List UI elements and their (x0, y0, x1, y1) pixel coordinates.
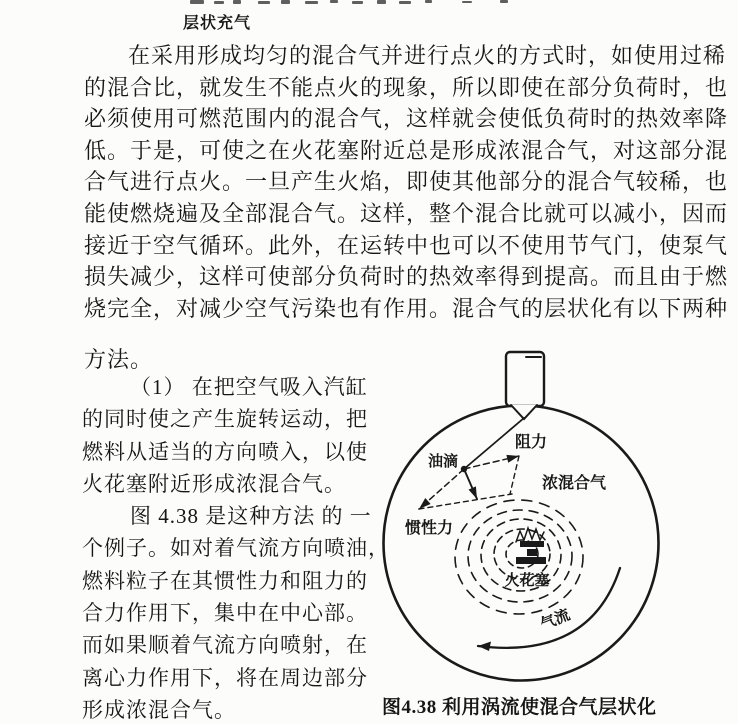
scan-artifact (214, 1, 224, 4)
text-line: 接近于空气循环。此外，在运转中也可以不使用节气门，使泵气 (84, 232, 729, 258)
rich-mixture-label: 浓混合气 (541, 475, 607, 492)
spark-plug-icon (516, 541, 546, 564)
inertia-force-label: 惯性力 (404, 520, 454, 537)
scan-artifact (377, 0, 386, 4)
text-line: 火花塞附近形成浓混合气。 (82, 471, 346, 496)
text-line: 个例子。如对着气流方向喷油， (82, 536, 390, 561)
scan-artifact (399, 1, 411, 4)
text-line: 合力作用下，集中在中心部。 (82, 601, 368, 626)
scan-artifact (462, 1, 472, 3)
airflow-arrowhead (478, 642, 491, 652)
scan-artifact (233, 0, 241, 4)
text-line: 在采用形成均匀的混合气并进行点火的方式时，如使用过稀 (128, 43, 727, 68)
left-text-column (82, 371, 390, 724)
text-line: 能使燃烧遍及全部混合气。这样，整个混合比就可以减小，因而 (84, 200, 729, 226)
scan-artifact (258, 1, 270, 4)
paragraph-last-line: 方法。 (84, 347, 154, 372)
text-line: 燃料粒子在其惯性力和阻力的 (82, 568, 368, 593)
text-line: 形成浓混合气。 (82, 697, 236, 722)
text-line: 损失减少，这样可使部分负荷时的热效率得到提高。而且由于燃 (84, 264, 729, 290)
injector-nozzle-icon (511, 405, 537, 419)
drag-force-label: 阻力 (514, 434, 548, 451)
drag-force-arrowhead (506, 455, 519, 463)
resultant-force-arrowhead (469, 486, 478, 499)
text-line: 而如果顺着气流方向喷射，在 (82, 633, 368, 658)
text-line: 烧完全，对减少空气污染也有作用。混合气的层状化有以下两种 (84, 295, 729, 321)
main-paragraph (84, 40, 736, 324)
text-line: （1） 在把空气吸入汽缸 (130, 375, 368, 399)
text-line: 的混合比，就发生不能点火的现象，所以即使在部分负荷时，也 (84, 74, 729, 100)
text-line: 必须使用可燃范围内的混合气，这样就会使低负荷时的热效率降 (84, 106, 729, 132)
parallelogram-side-right (510, 456, 519, 494)
scan-artifact (190, 0, 204, 4)
scan-artifact (500, 0, 508, 3)
scan-artifact (330, 0, 338, 3)
spark-plug-label: 火花塞 (504, 573, 550, 589)
scan-artifact (352, 1, 363, 4)
scan-artifact (425, 0, 432, 3)
text-line: 低。于是，可使之在火花塞附近总是形成浓混合气，对这部分混 (84, 137, 729, 163)
section-title: 层状充气 (183, 15, 252, 32)
scan-artifact (281, 0, 290, 4)
scan-artifact (305, 1, 318, 4)
text-line: 合气进行点火。一旦产生火焰，即使其他部分的混合气较稀，也 (84, 169, 729, 195)
figure-caption: 图4.38 利用涡流使混合气层状化 (382, 697, 657, 718)
text-line: 燃料从适当的方向喷入，以使 (82, 439, 368, 464)
injector-tube (506, 352, 544, 406)
oil-droplet-label: 油滴 (427, 454, 459, 470)
figure-4-38-diagram (380, 345, 738, 724)
airflow-label: 气流 (538, 607, 573, 634)
text-line: 离心力作用下，将在周边部分 (82, 665, 368, 690)
text-line: 的同时使之产生旋转运动，把 (82, 407, 368, 432)
text-line: 图 4.38 是这种方法 的 一 (130, 504, 372, 529)
